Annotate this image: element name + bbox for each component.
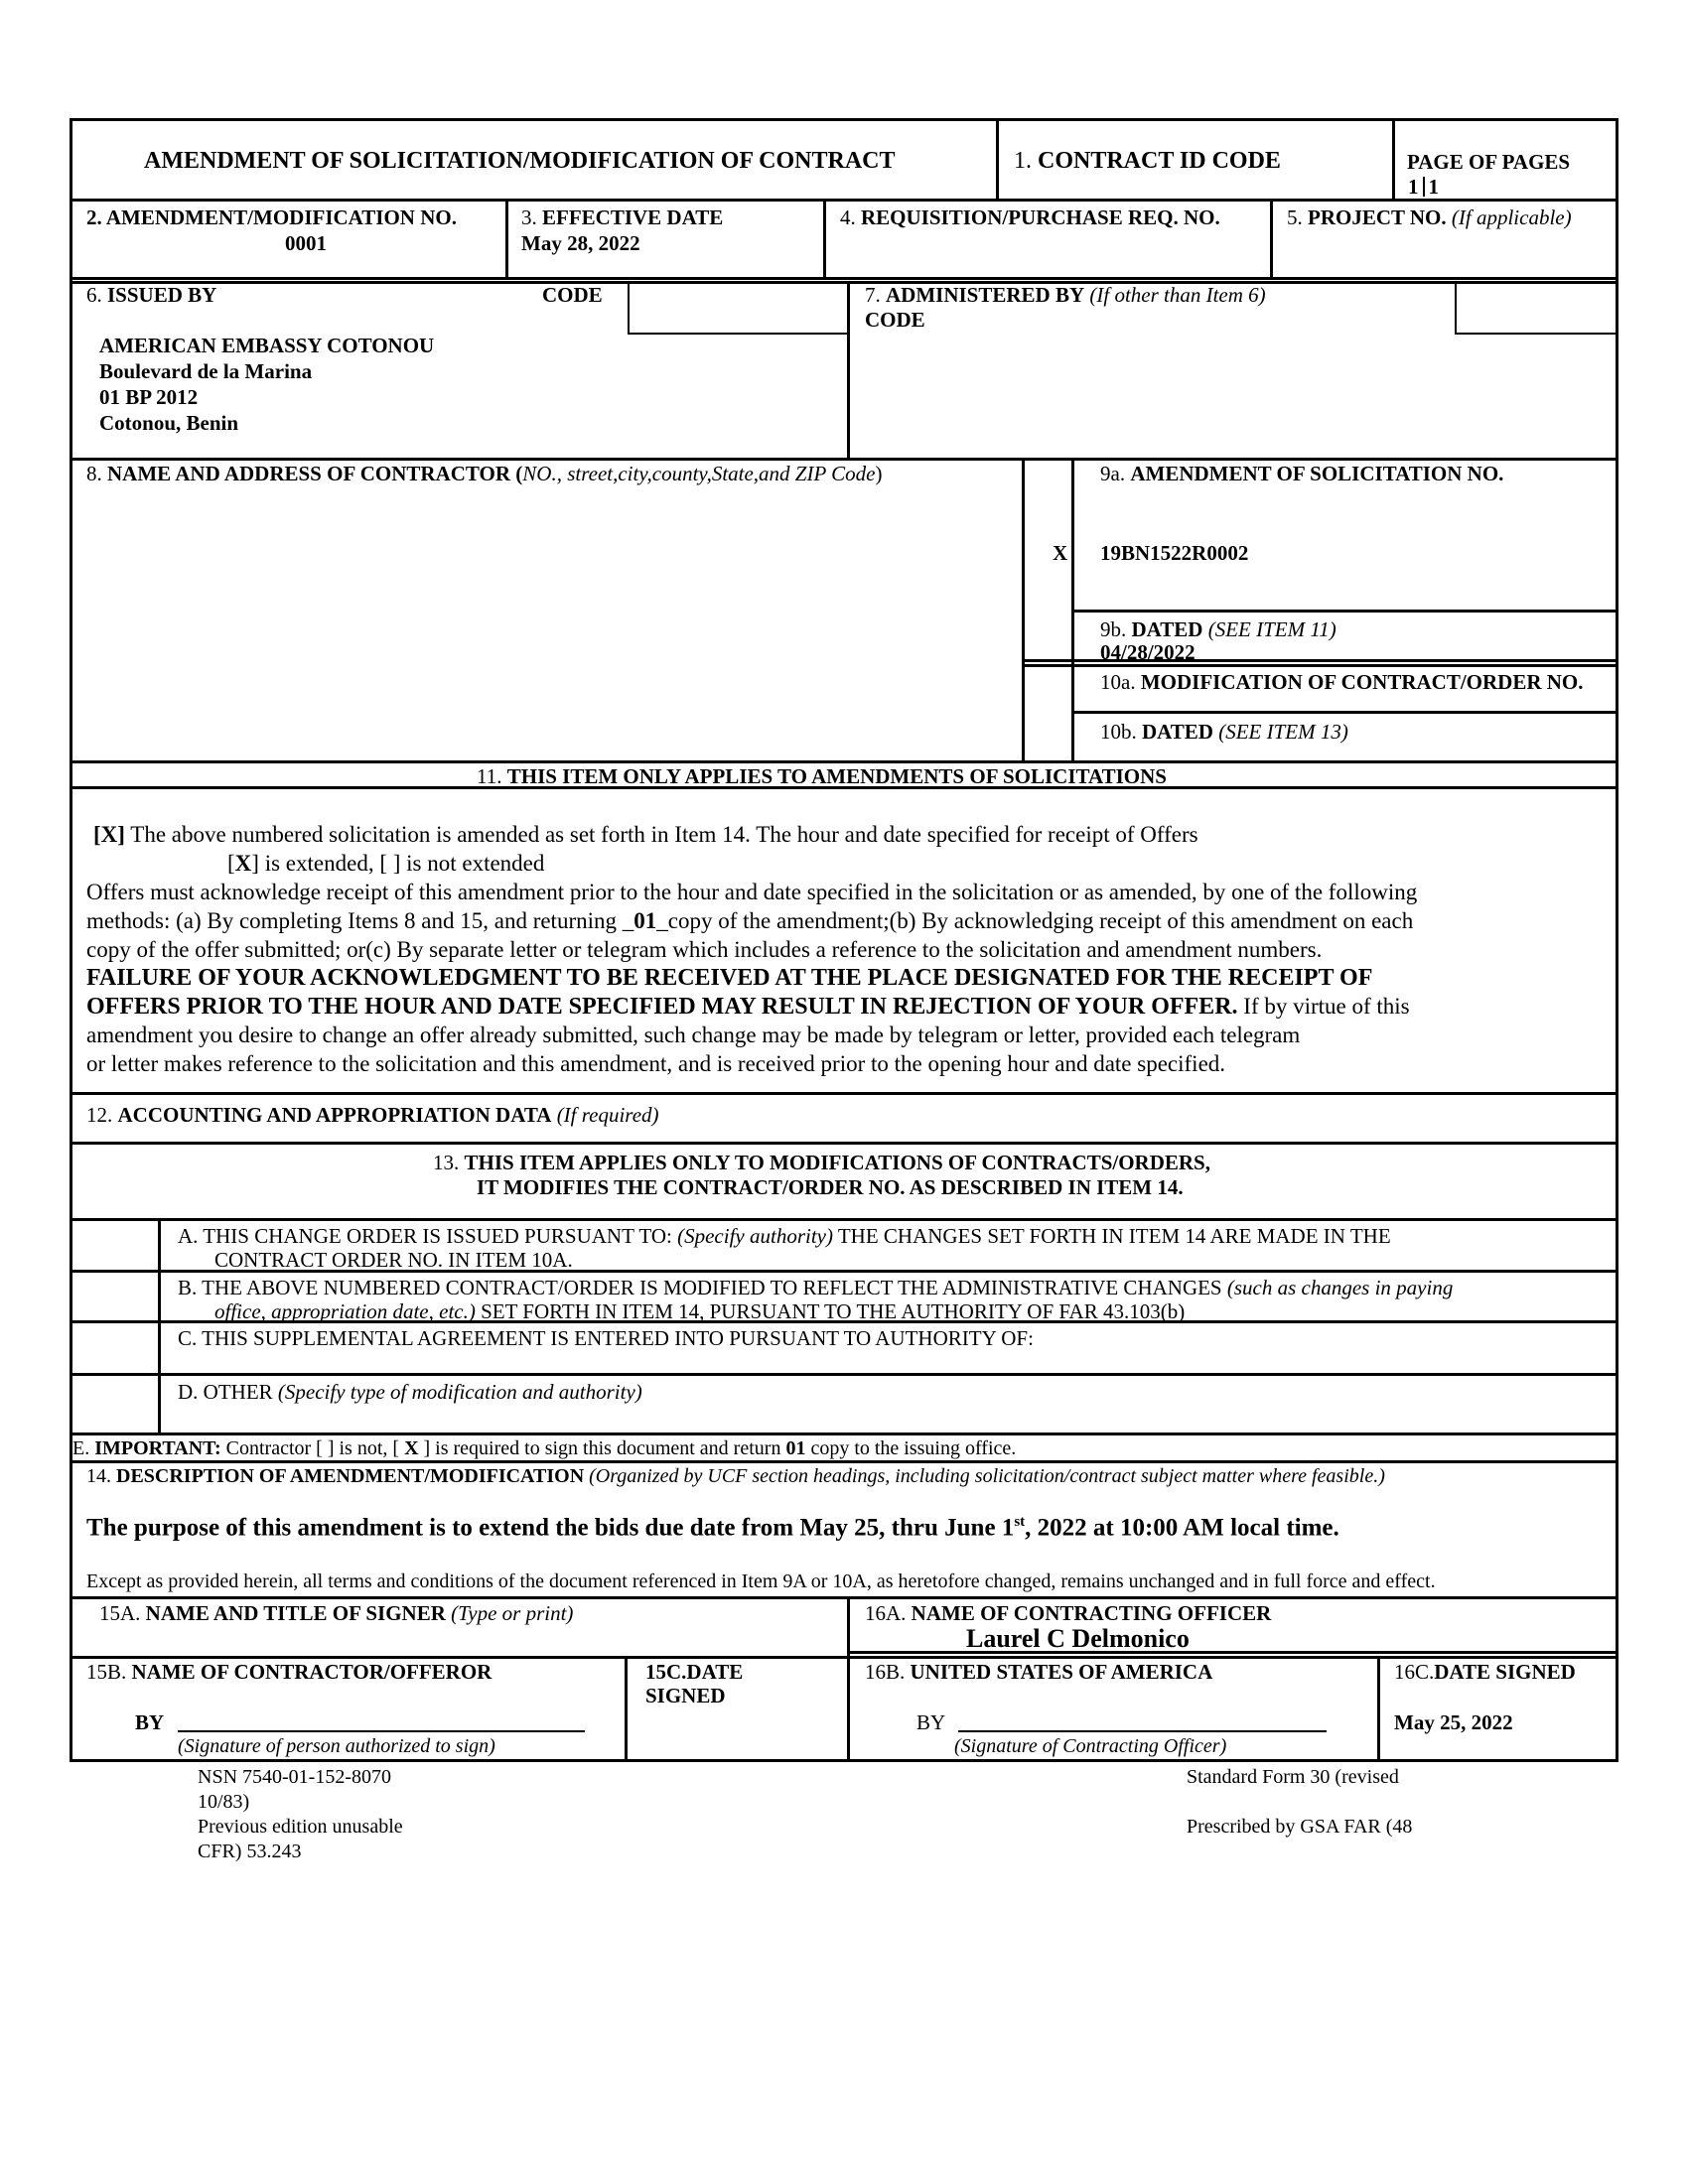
para-text: methods: (a) By completing Items 8 and 15, and returning _ — [86, 908, 634, 933]
page-of-pages-label: PAGE OF PAGES — [1407, 150, 1571, 174]
item-number: 13. — [433, 1151, 460, 1174]
item-number: 1. — [1014, 148, 1032, 174]
para-text: If by virtue of this — [1237, 994, 1410, 1019]
contractor-by-label: BY — [135, 1710, 165, 1734]
purpose-text: The purpose of this amendment is to extend the bids due date from May 25, thru June 1 — [86, 1514, 1015, 1542]
item7-label-text: ADMINISTERED BY — [886, 283, 1085, 307]
divider — [70, 1656, 1618, 1659]
item12-note: (If required) — [556, 1103, 659, 1127]
purpose-text: , 2022 at 10:00 AM local time. — [1025, 1514, 1339, 1542]
item16b-label-text: UNITED STATES OF AMERICA — [910, 1660, 1213, 1684]
item-e-important-label: IMPORTANT: — [94, 1437, 221, 1459]
item11-paragraph-line: amendment you desire to change an offer already submitted, such change may be made by telegram or letter, provided each telegram — [86, 1023, 1301, 1047]
officer-signature-line[interactable] — [958, 1730, 1327, 1732]
option-note: (Specify type of modification and authority) — [277, 1380, 642, 1404]
item-number: 14. — [86, 1465, 111, 1487]
divider — [70, 760, 1618, 763]
divider — [70, 199, 1618, 202]
item11-line2-text: ] is extended, [ ] is not extended — [251, 851, 545, 876]
item1-contract-id — [1014, 149, 1281, 174]
footer-left-line: CFR) 53.243 — [198, 1841, 302, 1862]
item-number: 11. — [477, 764, 502, 788]
item10a-label — [1100, 671, 1584, 693]
page-total: 1 — [1428, 175, 1439, 199]
divider — [70, 1218, 1618, 1221]
item8-label-text: NAME AND ADDRESS OF CONTRACTOR ( — [107, 462, 523, 485]
footer-right-line: Prescribed by GSA FAR (48 — [1187, 1816, 1413, 1838]
item13-option-b-line2 — [214, 1300, 1185, 1322]
item-number: 8. — [86, 462, 102, 485]
divider — [1392, 118, 1395, 200]
item-e-text: copy to the issuing office. — [805, 1437, 1017, 1459]
option-text: SET FORTH IN ITEM 14, PURSUANT TO THE AUTHORITY OF FAR 43.103(b) — [475, 1299, 1186, 1323]
item15c-label: 15C.DATE — [645, 1660, 744, 1684]
item3-value: May 28, 2022 — [521, 231, 640, 255]
item11-line1-text: The above numbered solicitation is amended as set forth in Item 14. The hour and date specified for receipt of Offers — [124, 822, 1198, 847]
item14-label — [86, 1466, 1385, 1487]
officer-by-label: BY — [916, 1710, 946, 1734]
item16b-label — [865, 1661, 1212, 1683]
footer-right-line: Standard Form 30 (revised — [1187, 1766, 1399, 1788]
copies-count: 01 — [785, 1437, 806, 1459]
item8-close: ) — [875, 462, 883, 485]
item11-paragraph-line: copy of the offer submitted; or(c) By separate letter or telegram which includes a reference to the solicitation and amendment numbers. — [86, 937, 1323, 962]
item3-label-text: EFFECTIVE DATE — [542, 205, 724, 229]
option-note: (Specify authority) — [677, 1224, 833, 1248]
divider — [70, 458, 1618, 461]
item9a-label-text: AMENDMENT OF SOLICITATION NO. — [1130, 462, 1504, 485]
para-text: _copy of the amendment;(b) By acknowledging receipt of this amendment on each — [656, 908, 1414, 933]
footer-left-line: NSN 7540-01-152-8070 — [198, 1766, 391, 1788]
item-number: 15A. — [99, 1601, 141, 1625]
item15a-label — [99, 1602, 573, 1624]
item11-heading — [477, 765, 1167, 787]
item11-line2 — [227, 852, 544, 876]
divider — [70, 1092, 1618, 1095]
option-text: B. THE ABOVE NUMBERED CONTRACT/ORDER IS MODIFIED TO REFLECT THE ADMINISTRATIVE CHANGES — [178, 1276, 1227, 1299]
item11-warning-line — [86, 995, 1410, 1020]
item15b-label-text: NAME OF CONTRACTOR/OFFEROR — [131, 1660, 492, 1684]
item12-label-text: ACCOUNTING AND APPROPRIATION DATA — [117, 1103, 552, 1127]
item-number: 4. — [840, 205, 856, 229]
divider — [847, 1651, 1618, 1654]
item-number: 16A. — [865, 1601, 907, 1625]
administered-by-code-box — [1455, 281, 1618, 335]
page-of-pages-value — [1408, 176, 1439, 198]
divider — [1022, 458, 1025, 761]
item-number: 12. — [86, 1103, 113, 1127]
page-current: 1 — [1408, 175, 1419, 199]
item10b-label-text: DATED — [1142, 720, 1213, 744]
divider — [70, 1596, 1618, 1599]
date-signed-value: May 25, 2022 — [1394, 1710, 1513, 1734]
divider — [505, 199, 508, 278]
footer-left-line: Previous edition unusable — [198, 1816, 403, 1838]
contractor-signature-caption: (Signature of person authorized to sign) — [178, 1735, 495, 1757]
item2-label: 2. AMENDMENT/MODIFICATION NO. — [86, 205, 457, 229]
divider — [70, 1433, 1618, 1435]
item-number: 16B. — [865, 1660, 906, 1684]
ordinal-suffix: st — [1014, 1514, 1026, 1530]
item4-label — [840, 206, 1220, 228]
divider — [1377, 1656, 1380, 1762]
divider — [823, 199, 826, 278]
extended-x: X — [234, 851, 252, 876]
item-number: 5. — [1287, 205, 1303, 229]
item13-heading-line2: IT MODIFIES THE CONTRACT/ORDER NO. AS DESCRIBED IN ITEM 14. — [477, 1175, 1184, 1199]
item7-note: (If other than Item 6) — [1089, 283, 1266, 307]
item-number: 15B. — [86, 1660, 127, 1684]
item8-label — [86, 463, 883, 484]
item10b-label — [1100, 721, 1348, 743]
option-text: THE CHANGES SET FORTH IN ITEM 14 ARE MADE IN THE — [832, 1224, 1391, 1248]
item6-label-text: ISSUED BY — [107, 283, 217, 307]
divider — [70, 1142, 1618, 1145]
divider — [847, 1596, 850, 1762]
divider — [1071, 610, 1618, 613]
amendment-purpose — [86, 1515, 1339, 1542]
warning-text: OFFERS PRIOR TO THE HOUR AND DATE SPECIFIED MAY RESULT IN REJECTION OF YOUR OFFER. — [86, 994, 1238, 1020]
item14-except-clause: Except as provided herein, all terms and conditions of the document referenced in Item 9A or 10A, as heretofore changed, remains unchanged and in full force and effect. — [86, 1570, 1436, 1592]
item2-value: 0001 — [285, 231, 327, 255]
item15a-note: (Type or print) — [451, 1601, 574, 1625]
item-e-text: Contractor [ ] is not, [ — [220, 1437, 405, 1459]
item15a-label-text: NAME AND TITLE OF SIGNER — [145, 1601, 446, 1625]
item13-heading-text: THIS ITEM APPLIES ONLY TO MODIFICATIONS OF CONTRACTS/ORDERS, — [464, 1151, 1210, 1174]
item-e-label: E. — [72, 1437, 95, 1459]
item3-label — [521, 206, 723, 228]
divider — [70, 1373, 1618, 1376]
option-note: (such as changes in paying — [1226, 1276, 1454, 1299]
item9a-value: 19BN1522R0002 — [1100, 541, 1249, 565]
item16a-label-text: NAME OF CONTRACTING OFFICER — [911, 1601, 1272, 1625]
contracting-officer-name: Laurel C Delmonico — [966, 1624, 1190, 1653]
item16a-label — [865, 1602, 1271, 1624]
item-e-text: ] is required to sign this document and return — [418, 1437, 786, 1459]
item-number: 3. — [521, 205, 537, 229]
item-number: 7. — [865, 283, 881, 307]
item9-check-mark: X — [1053, 541, 1068, 565]
extended-checkbox: [X] — [93, 822, 125, 847]
item13-option-a — [178, 1225, 1391, 1247]
item6-label — [86, 284, 216, 306]
item11-paragraph-line — [86, 909, 1413, 933]
item14-note: (Organized by UCF section headings, including solicitation/contract subject matter where feasible.) — [589, 1465, 1385, 1487]
item8-note: NO., street,city,county,State,and ZIP Code — [522, 462, 876, 485]
item12-label — [86, 1104, 659, 1126]
item11-paragraph-line: Offers must acknowledge receipt of this amendment prior to the hour and date specified in the solicitation or as amended, by one of the following — [86, 880, 1418, 904]
divider — [1270, 199, 1273, 278]
item9b-label — [1100, 618, 1336, 640]
item13-option-a-line2: CONTRACT ORDER NO. IN ITEM 10A. — [214, 1248, 573, 1272]
divider — [996, 118, 999, 200]
divider — [1071, 711, 1618, 714]
item5-label-text: PROJECT NO. — [1308, 205, 1447, 229]
item-e-important — [72, 1438, 1016, 1459]
copies-count: 01 — [633, 908, 657, 933]
bracket: [ — [227, 851, 235, 876]
item7-label — [865, 284, 1266, 306]
footer-left-line: 10/83) — [198, 1791, 250, 1813]
item9a-label — [1100, 463, 1503, 484]
item9b-note: (SEE ITEM 11) — [1207, 617, 1336, 641]
item-number: 10b. — [1100, 720, 1137, 744]
item14-label-text: DESCRIPTION OF AMENDMENT/MODIFICATION — [116, 1465, 585, 1487]
divider — [158, 1218, 161, 1433]
item4-label-text: REQUISITION/PURCHASE REQ. NO. — [861, 205, 1220, 229]
item16c-label-text: DATE SIGNED — [1434, 1660, 1576, 1684]
item13-option-d — [178, 1381, 642, 1403]
item13-option-b — [178, 1277, 1453, 1298]
option-note: office, appropriation date, etc.) — [214, 1299, 476, 1323]
issuer-line: Cotonou, Benin — [99, 411, 239, 435]
issued-by-code-label: CODE — [542, 283, 603, 307]
item9b-label-text: DATED — [1131, 617, 1203, 641]
issuer-line: Boulevard de la Marina — [99, 359, 313, 383]
item10b-note: (SEE ITEM 13) — [1218, 720, 1348, 744]
item11-heading-text: THIS ITEM ONLY APPLIES TO AMENDMENTS OF SOLICITATIONS — [506, 764, 1167, 788]
item-number: 9b. — [1100, 617, 1127, 641]
item9b-value: 04/28/2022 — [1100, 640, 1196, 664]
form-title: AMENDMENT OF SOLICITATION/MODIFICATION OF CONTRACT — [144, 148, 896, 174]
divider — [1022, 664, 1618, 667]
item11-warning-line: FAILURE OF YOUR ACKNOWLEDGMENT TO BE RECEIVED AT THE PLACE DESIGNATED FOR THE RECEIPT OF — [86, 965, 1373, 991]
item15c-label-line2: SIGNED — [645, 1684, 726, 1707]
item11-paragraph-line: or letter makes reference to the solicitation and this amendment, and is received prior to the opening hour and date specified. — [86, 1051, 1226, 1076]
option-text: A. THIS CHANGE ORDER IS ISSUED PURSUANT TO: — [178, 1224, 678, 1248]
item1-label: CONTRACT ID CODE — [1038, 148, 1281, 174]
item5-label — [1287, 206, 1572, 228]
item11-line1 — [93, 823, 1198, 847]
required-x: X — [404, 1437, 419, 1459]
item5-note: (If applicable) — [1451, 205, 1572, 229]
issued-by-code-box — [628, 281, 849, 335]
divider — [70, 277, 1618, 280]
item-number: 6. — [86, 283, 102, 307]
contractor-signature-line[interactable] — [178, 1730, 585, 1732]
officer-signature-caption: (Signature of Contracting Officer) — [954, 1735, 1227, 1757]
item-number: 16C. — [1394, 1660, 1435, 1684]
administered-by-code-label: CODE — [865, 308, 925, 332]
item13-option-c: C. THIS SUPPLEMENTAL AGREEMENT IS ENTERED INTO PURSUANT TO AUTHORITY OF: — [178, 1326, 1034, 1350]
item10a-label-text: MODIFICATION OF CONTRACT/ORDER NO. — [1140, 670, 1584, 694]
item13-heading — [433, 1152, 1210, 1173]
divider — [70, 1460, 1618, 1463]
item16c-label — [1394, 1661, 1576, 1683]
option-text: D. OTHER — [178, 1380, 278, 1404]
item15b-label — [86, 1661, 492, 1683]
item-number: 10a. — [1100, 670, 1136, 694]
divider — [625, 1656, 628, 1762]
issuer-line: 01 BP 2012 — [99, 385, 199, 409]
issuer-line: AMERICAN EMBASSY COTONOU — [99, 334, 435, 357]
item-number: 9a. — [1100, 462, 1126, 485]
